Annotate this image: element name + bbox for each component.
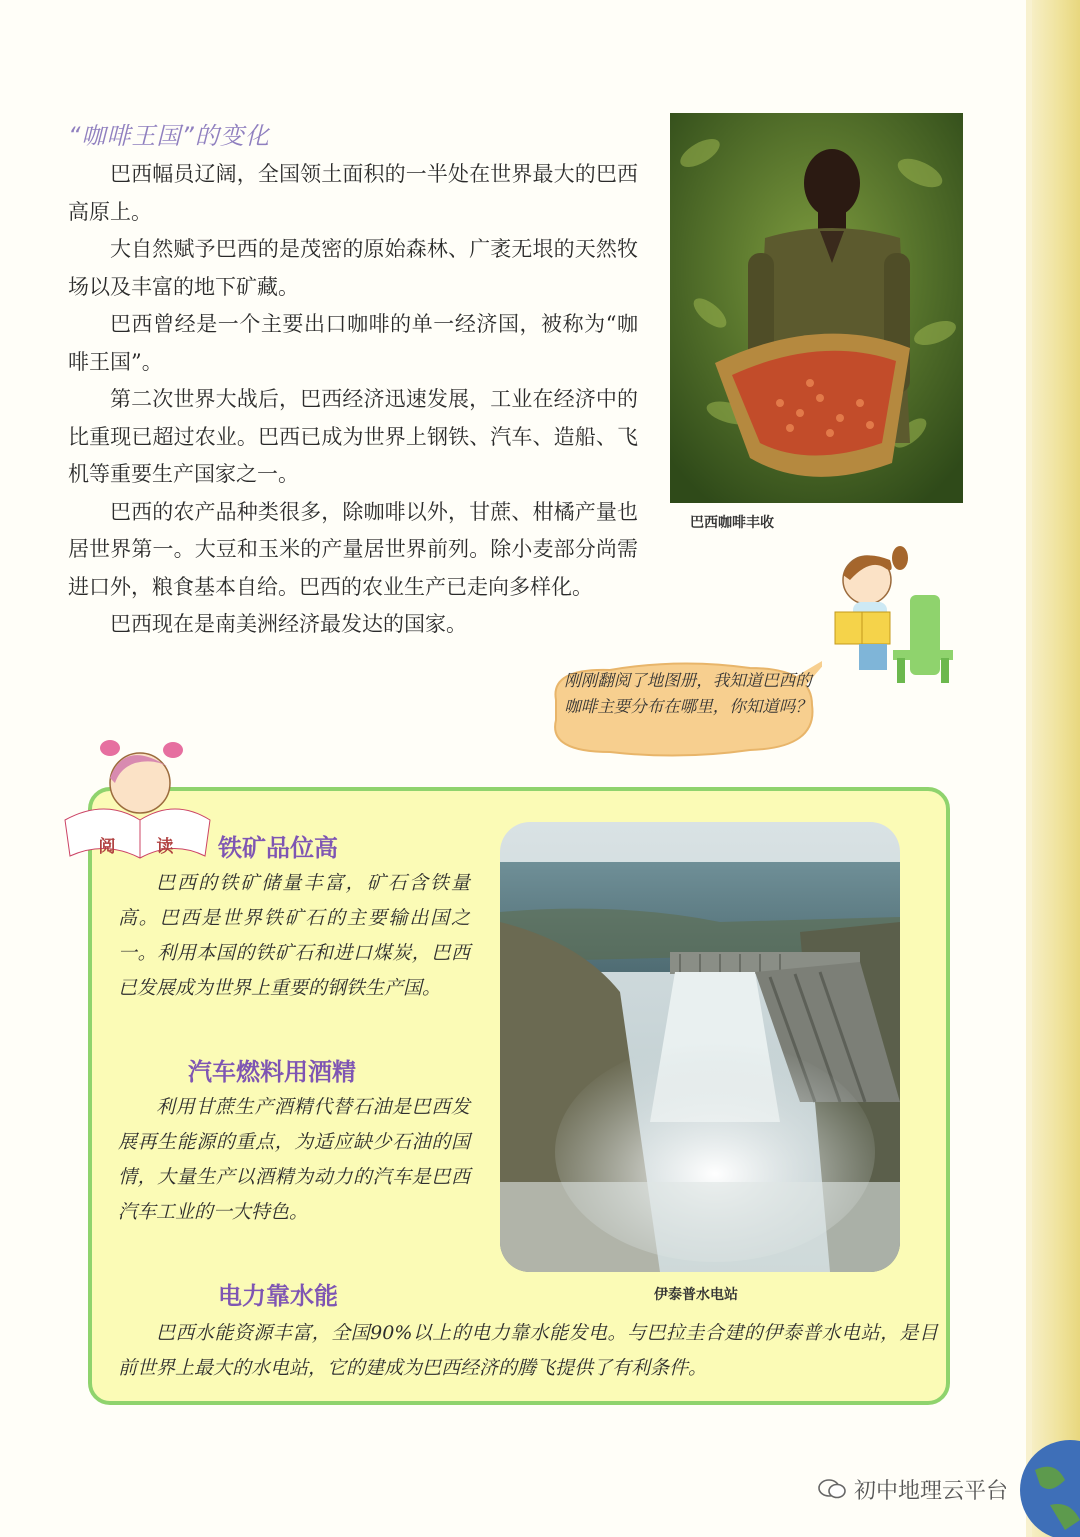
dam-photo-caption: 伊泰普水电站 bbox=[654, 1287, 738, 1303]
coffee-photo-caption: 巴西咖啡丰收 bbox=[690, 515, 774, 531]
paragraph: 巴西曾经是一个主要出口咖啡的单一经济国，被称为“咖啡王国”。 bbox=[68, 312, 638, 374]
speech-bubble-text: 刚刚翻阅了地图册，我知道巴西的咖啡主要分布在哪里，你知道吗？ bbox=[564, 671, 812, 716]
paragraph: 第二次世界大战后，巴西经济迅速发展，工业在经济中的比重现已超过农业。巴西已成为世界上钢铁、汽车、造船、飞机等重要生产国家之一。 bbox=[68, 387, 638, 486]
coffee-harvest-illustration bbox=[670, 113, 963, 503]
itaipu-dam-photo bbox=[500, 822, 900, 1272]
wechat-icon bbox=[818, 1478, 846, 1506]
paragraph: 巴西幅员辽阔，全国领土面积的一半处在世界最大的巴西高原上。 bbox=[68, 162, 638, 224]
watermark-text: 初中地理云平台 bbox=[854, 1479, 1009, 1504]
fuel-paragraph: 利用甘蔗生产酒精代替石油是巴西发展再生能源的重点，为适应缺少石油的国情，大量生产以酒精为动力的汽车是巴西汽车工业的一大特色。 bbox=[118, 1096, 470, 1223]
reading-tag-girl-illustration bbox=[55, 728, 215, 878]
fuel-text bbox=[118, 1090, 470, 1230]
power-title: 电力靠水能 bbox=[218, 1282, 338, 1310]
reading-tag-char-2: 读 bbox=[156, 837, 174, 857]
reading-tag-char-1: 阅 bbox=[98, 837, 116, 857]
reading-girl-illustration bbox=[815, 540, 965, 690]
coffee-harvest-photo bbox=[670, 113, 963, 503]
paragraph: 巴西的农产品种类很多，除咖啡以外，甘蔗、柑橘产量也居世界第一。大豆和玉米的产量居世界前列。除小麦部分尚需进口外，粮食基本自给。巴西的农业生产已走向多样化。 bbox=[68, 499, 638, 599]
page-edge-band bbox=[1032, 0, 1080, 1537]
watermark bbox=[818, 1474, 1008, 1506]
paragraph: 大自然赋予巴西的是茂密的原始森林、广袤无垠的天然牧场以及丰富的地下矿藏。 bbox=[68, 237, 638, 299]
body-text bbox=[68, 156, 638, 644]
globe-icon bbox=[1010, 1430, 1080, 1537]
paragraph: 巴西现在是南美洲经济最发达的国家。 bbox=[110, 612, 467, 636]
section-title: “咖啡王国”的变化 bbox=[68, 122, 270, 150]
iron-text bbox=[118, 866, 470, 1006]
iron-title: 铁矿品位高 bbox=[218, 834, 338, 862]
fuel-title: 汽车燃料用酒精 bbox=[188, 1058, 356, 1086]
power-text bbox=[118, 1316, 938, 1386]
dam-illustration bbox=[500, 822, 900, 1272]
power-paragraph: 巴西水能资源丰富，全国90%以上的电力靠水能发电。与巴拉圭合建的伊泰普水电站，是目前世界上最大的水电站，它的建成为巴西经济的腾飞提供了有利条件。 bbox=[118, 1322, 938, 1379]
iron-paragraph: 巴西的铁矿储量丰富，矿石含铁量高。巴西是世界铁矿石的主要输出国之一。利用本国的铁矿石和进口煤炭，巴西已发展成为世界上重要的钢铁生产国。 bbox=[118, 872, 470, 999]
